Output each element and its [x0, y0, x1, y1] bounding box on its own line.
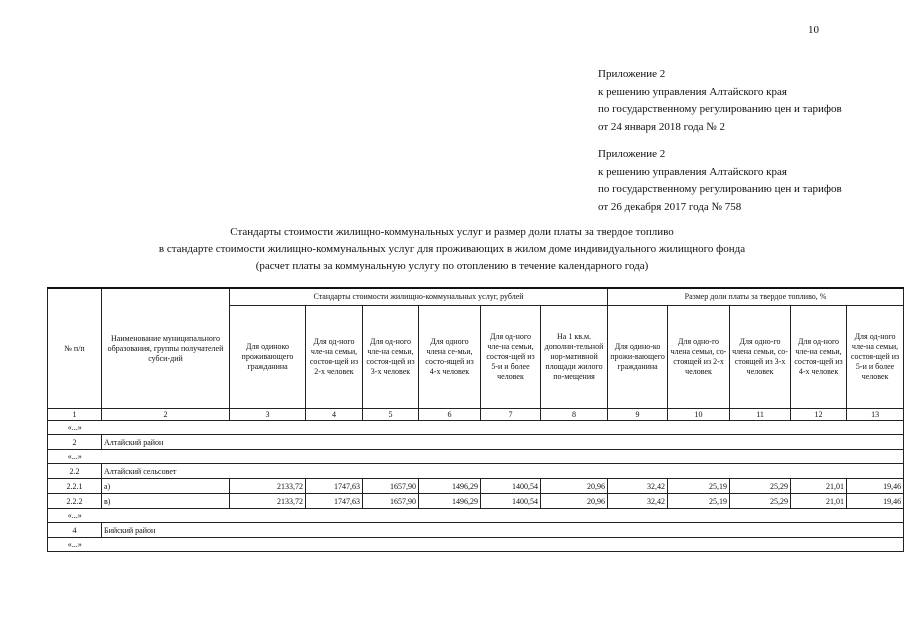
value-cell: 2133,72 — [230, 494, 306, 509]
table-row — [48, 479, 904, 494]
value-cell: 19,46 — [847, 494, 904, 509]
row-filler — [102, 421, 904, 435]
column-number: 13 — [847, 409, 904, 421]
row-number: «...» — [48, 509, 102, 523]
header-col-6: Для одного члена се-мьи, состо-ящей из 4-х человек — [419, 306, 481, 409]
value-cell: 20,96 — [541, 479, 608, 494]
column-number: 12 — [791, 409, 847, 421]
row-name: а) — [102, 479, 230, 494]
row-number: 2.2 — [48, 464, 102, 479]
title-line-3: (расчет платы за коммунальную услугу по отоплению в течение календарного года) — [255, 260, 649, 272]
table-row — [48, 538, 904, 552]
title-line-2: в стандарте стоимости жилищно-коммунальных услуг для проживающих в жилом доме индивидуального жилищного фонда — [158, 243, 746, 255]
value-cell: 1496,29 — [419, 494, 481, 509]
column-number: 1 — [48, 409, 102, 421]
value-cell: 1400,54 — [481, 479, 541, 494]
column-number: 4 — [306, 409, 363, 421]
table-row — [48, 464, 904, 479]
column-number: 11 — [730, 409, 791, 421]
column-number: 10 — [668, 409, 730, 421]
table-row — [48, 435, 904, 450]
table-row — [48, 494, 904, 509]
column-number: 2 — [102, 409, 230, 421]
value-cell: 1400,54 — [481, 494, 541, 509]
column-number: 6 — [419, 409, 481, 421]
appendix-block-2 — [598, 146, 842, 216]
tariff-table — [47, 287, 904, 552]
appendix-2-line-3: по государственному регулированию цен и тарифов — [598, 183, 842, 195]
header-col-5: Для од-ного чле-на семьи, состоя-щей из 3-х человек — [363, 306, 419, 409]
table-row — [48, 523, 904, 538]
value-cell: 19,46 — [847, 479, 904, 494]
table-row — [48, 421, 904, 435]
column-number: 3 — [230, 409, 306, 421]
row-number: 2 — [48, 435, 102, 450]
value-cell: 32,42 — [608, 479, 668, 494]
row-name: в) — [102, 494, 230, 509]
value-cell: 21,01 — [791, 494, 847, 509]
header-col-11: Для одно-го члена семьи, со-стоящей из 3-х человек — [730, 306, 791, 409]
row-filler — [102, 538, 904, 552]
header-col-9: Для одино-ко прожи-вающего гражданина — [608, 306, 668, 409]
row-filler — [102, 450, 904, 464]
title-line-1: Стандарты стоимости жилищно-коммунальных услуг и размер доли платы за твердое топливо — [230, 226, 674, 238]
table-row — [48, 450, 904, 464]
appendix-2-line-1: Приложение 2 — [598, 148, 666, 160]
row-number: «...» — [48, 421, 102, 435]
value-cell: 20,96 — [541, 494, 608, 509]
header-num: № п/п — [48, 288, 102, 409]
header-name: Наименование муниципального образования, группы получателей субси-дий — [102, 288, 230, 409]
column-number: 8 — [541, 409, 608, 421]
header-col-12: Для од-ного чле-на семьи, состоя-щей из 4-х человек — [791, 306, 847, 409]
value-cell: 25,29 — [730, 494, 791, 509]
column-number: 9 — [608, 409, 668, 421]
column-number: 5 — [363, 409, 419, 421]
value-cell: 32,42 — [608, 494, 668, 509]
header-col-13: Для од-ного чле-на семьи, состоя-щей из 5-и и более человек — [847, 306, 904, 409]
value-cell: 25,29 — [730, 479, 791, 494]
header-col-8: На 1 кв.м. дополни-тельной нор-мативной площади жилого по-мещения — [541, 306, 608, 409]
appendix-1-line-4: от 24 января 2018 года № 2 — [598, 120, 725, 133]
section-name: Бийский район — [102, 523, 904, 538]
header-col-7: Для од-ного чле-на семьи, состоя-щей из 5-и и более человек — [481, 306, 541, 409]
header-col-3: Для одиноко проживающего гражданина — [230, 306, 306, 409]
section-name: Алтайский сельсовет — [102, 464, 904, 479]
appendix-2-line-2: к решению управления Алтайского края — [598, 165, 787, 178]
value-cell: 25,19 — [668, 479, 730, 494]
value-cell: 1747,63 — [306, 479, 363, 494]
value-cell: 25,19 — [668, 494, 730, 509]
value-cell: 1496,29 — [419, 479, 481, 494]
document-title — [0, 224, 904, 275]
column-number: 7 — [481, 409, 541, 421]
header-col-4: Для од-ного чле-на семьи, состоя-щей из 2-х человек — [306, 306, 363, 409]
value-cell: 1657,90 — [363, 479, 419, 494]
row-number: 2.2.2 — [48, 494, 102, 509]
appendix-2-line-4: от 26 декабря 2017 года № 758 — [598, 200, 742, 213]
appendix-1-line-2: к решению управления Алтайского края — [598, 85, 787, 98]
section-name: Алтайский район — [102, 435, 904, 450]
page-number: 10 — [808, 24, 819, 36]
value-cell: 1657,90 — [363, 494, 419, 509]
header-group-standards: Стандарты стоимости жилищно-коммунальных услуг, рублей — [230, 288, 608, 306]
value-cell: 2133,72 — [230, 479, 306, 494]
header-group-share: Размер доли платы за твердое топливо, % — [608, 288, 904, 306]
row-filler — [102, 509, 904, 523]
column-numbers-row — [48, 409, 904, 421]
row-number: «...» — [48, 450, 102, 464]
header-col-10: Для одно-го члена семьи, со-стоящей из 2-х человек — [668, 306, 730, 409]
row-number: 4 — [48, 523, 102, 538]
appendix-block-1 — [598, 66, 842, 136]
value-cell: 21,01 — [791, 479, 847, 494]
row-number: 2.2.1 — [48, 479, 102, 494]
table-row — [48, 509, 904, 523]
row-number: «...» — [48, 538, 102, 552]
appendix-1-line-3: по государственному регулированию цен и тарифов — [598, 103, 842, 115]
value-cell: 1747,63 — [306, 494, 363, 509]
appendix-1-line-1: Приложение 2 — [598, 68, 666, 80]
